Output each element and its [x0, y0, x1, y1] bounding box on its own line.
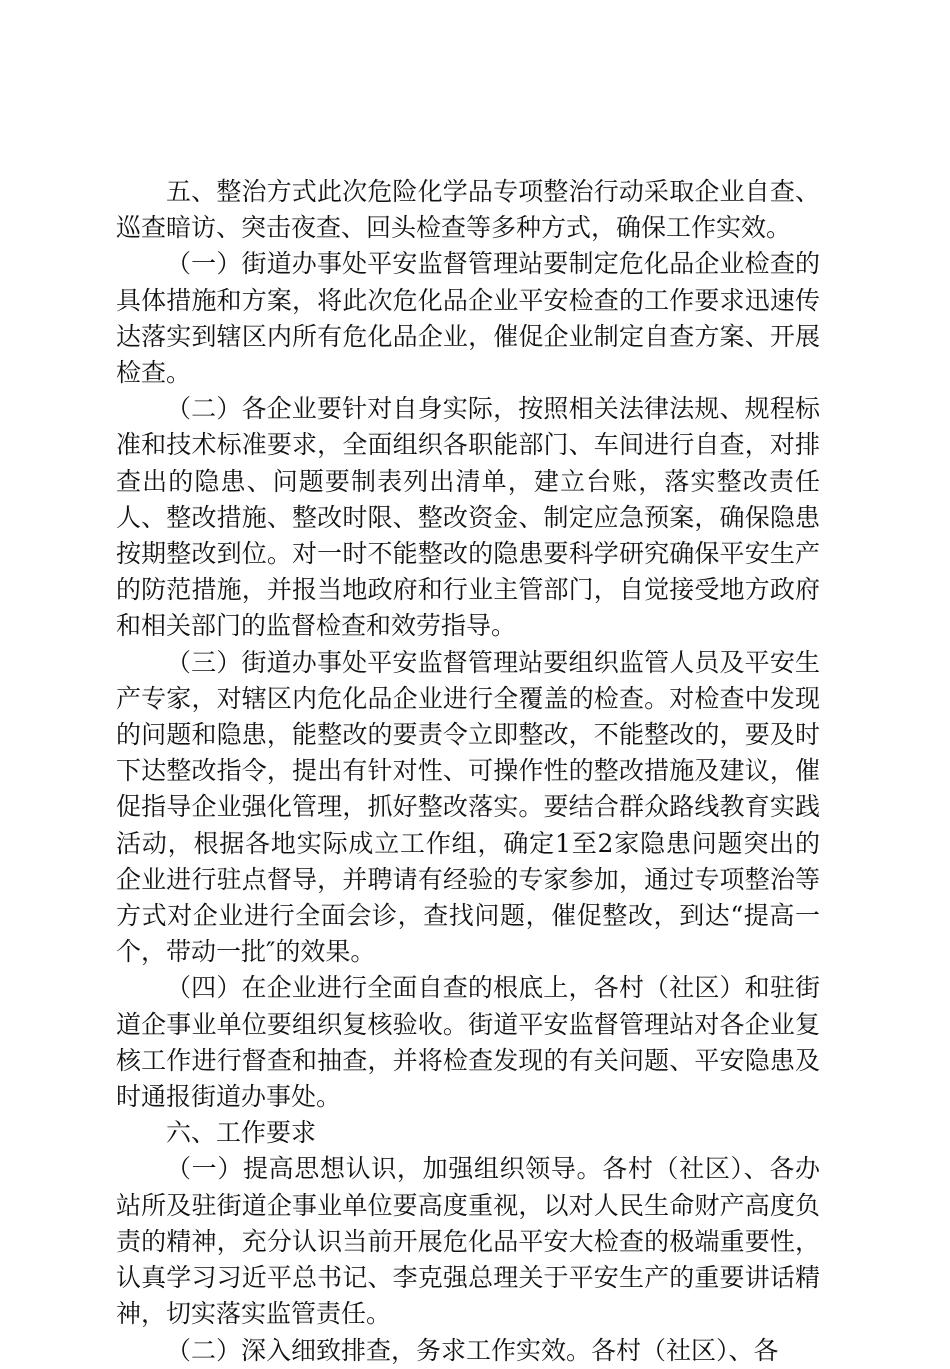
- section-six-heading: 六、工作要求: [166, 1118, 317, 1148]
- document-body: [116, 174, 820, 1369]
- section-five-item-four: （四）在企业进行全面自查的根底上，各村（社区）和驻街道企事业单位要组织复核验收。街道平安监督管理站对各企业复核工作进行督查和抽查，并将检查发现的有关问题、平安隐患及时通报街道办事处。: [116, 973, 820, 1112]
- section-five-item-three: （三）街道办事处平安监督管理站要组织监管人员及平安生产专家，对辖区内危化品企业进行全覆盖的检查。对检查中发现的问题和隐患，能整改的要责令立即整改，不能整改的，要及时下达整改指令，提出有针对性、可操作性的整改措施及建议，催促指导企业强化管理，抓好整改落实。要结合群众路线教育实践活动，根据各地实际成立工作组，确定1至2家隐患问题突出的企业进行驻点督导，并聘请有经验的专家参加，通过专项整治等方式对企业进行全面会诊，查找问题，催促整改，到达“提高一个，带动一批″的效果。: [116, 647, 820, 967]
- section-five-paragraph: 五、整治方式此次危险化学品专项整治行动采取企业自查、巡查暗访、突击夜查、回头检查等多种方式，确保工作实效。: [116, 177, 820, 243]
- section-five-item-two: （二）各企业要针对自身实际，按照相关法律法规、规程标准和技术标准要求，全面组织各职能部门、车间进行自查，对排查出的隐患、问题要制表列出清单，建立台账，落实整改责任人、整改措施、整改时限、整改资金、制定应急预案，确保隐患按期整改到位。对一时不能整改的隐患要科学研究确保平安生产的防范措施，并报当地政府和行业主管部门，自觉接受地方政府和相关部门的监督检查和效劳指导。: [116, 394, 820, 641]
- section-six-item-two: （二）深入细致排查，务求工作实效。各村（社区）、各: [166, 1335, 779, 1365]
- section-six-item-one: （一）提高思想认识，加强组织领导。各村（社区）、各办站所及驻街道企事业单位要高度重视，以对人民生命财产高度负责的精神，充分认识当前开展危化品平安大检查的极端重要性，认真学习习近平总书记、李克强总理关于平安生产的重要讲话精神，切实落实监管责任。: [116, 1154, 820, 1329]
- section-five-item-one: （一）街道办事处平安监督管理站要制定危化品企业检查的具体措施和方案，将此次危化品企业平安检查的工作要求迅速传达落实到辖区内所有危化品企业，催促企业制定自查方案、开展检查。: [116, 249, 820, 388]
